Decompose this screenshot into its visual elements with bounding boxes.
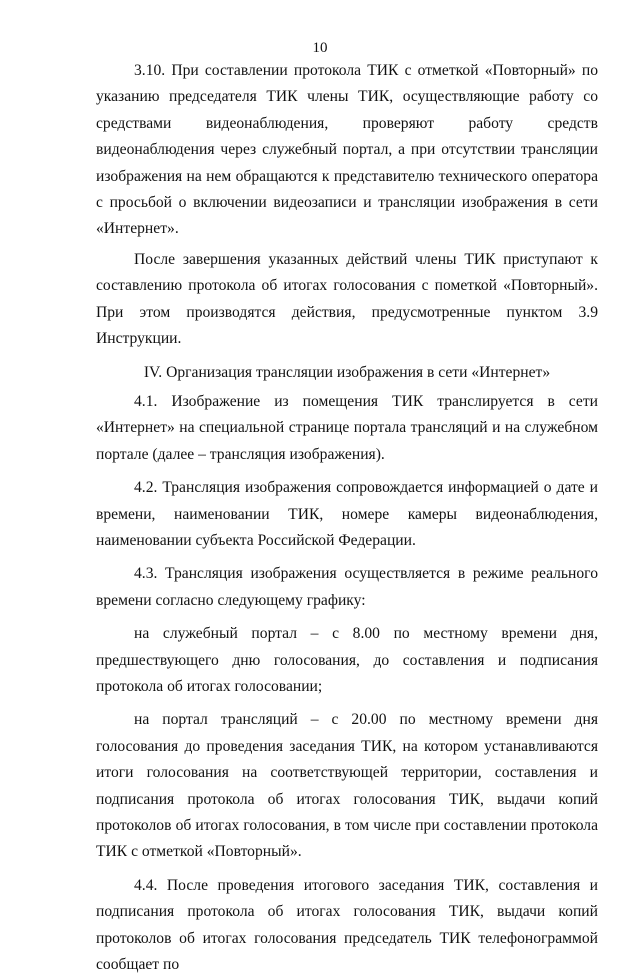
page-number: 10: [312, 40, 328, 56]
document-body: [96, 58, 598, 978]
paragraph-3-10: 3.10. При составлении протокола ТИК с отметкой «Повторный» по указанию председателя ТИК члены ТИК, осуществляющие работу со средствами видеонаблюдения, проверяют работу средств видеонаблюдения через служебный портал, а при отсутствии трансляции изображения на нем обращаются к представителю технического оператора с просьбой о включении видеозаписи и трансляции изображения в сети «Интернет».: [96, 62, 598, 238]
paragraph-4-2: 4.2. Трансляция изображения сопровождается информацией о дате и времени, наименовании ТИК, номере камеры видеонаблюдения, наименовании субъекта Российской Федерации.: [96, 479, 598, 549]
paragraph-4-3: 4.3. Трансляция изображения осуществляется в режиме реального времени согласно следующему графику:: [96, 565, 598, 609]
paragraph-after-actions: После завершения указанных действий члены ТИК приступают к составлению протокола об итогах голосования с пометкой «Повторный». При этом производятся действия, предусмотренные пунктом 3.9 Инструкции.: [96, 250, 598, 348]
paragraph-4-1: 4.1. Изображение из помещения ТИК транслируется в сети «Интернет» на специальной странице портала трансляций и на служебном портале (далее – трансляция изображения).: [96, 392, 598, 463]
section-heading: IV. Организация трансляции изображения в сети «Интернет»: [143, 364, 551, 382]
paragraph-4-4: 4.4. После проведения итогового заседания ТИК, составления и подписания протокола об итогах голосования ТИК, выдачи копий протоколов об итогах голосования председатель ТИК телефонограммой сообщает по: [96, 876, 598, 973]
schedule-item-service-portal: на служебный портал – с 8.00 по местному времени дня, предшествующего дню голосования, до составления и подписания протокола об итогах голосовании;: [96, 625, 598, 695]
schedule-item-broadcast-portal: на портал трансляций – с 20.00 по местному времени дня голосования до проведения заседания ТИК, на котором устанавливаются итоги голосования на соответствующей территории, составления и подписания протокола об итогах голосования ТИК, выдачи копий протоколов об итогах голосования, в том числе при составлении протокола ТИК с отметкой «Повторный».: [96, 711, 598, 861]
